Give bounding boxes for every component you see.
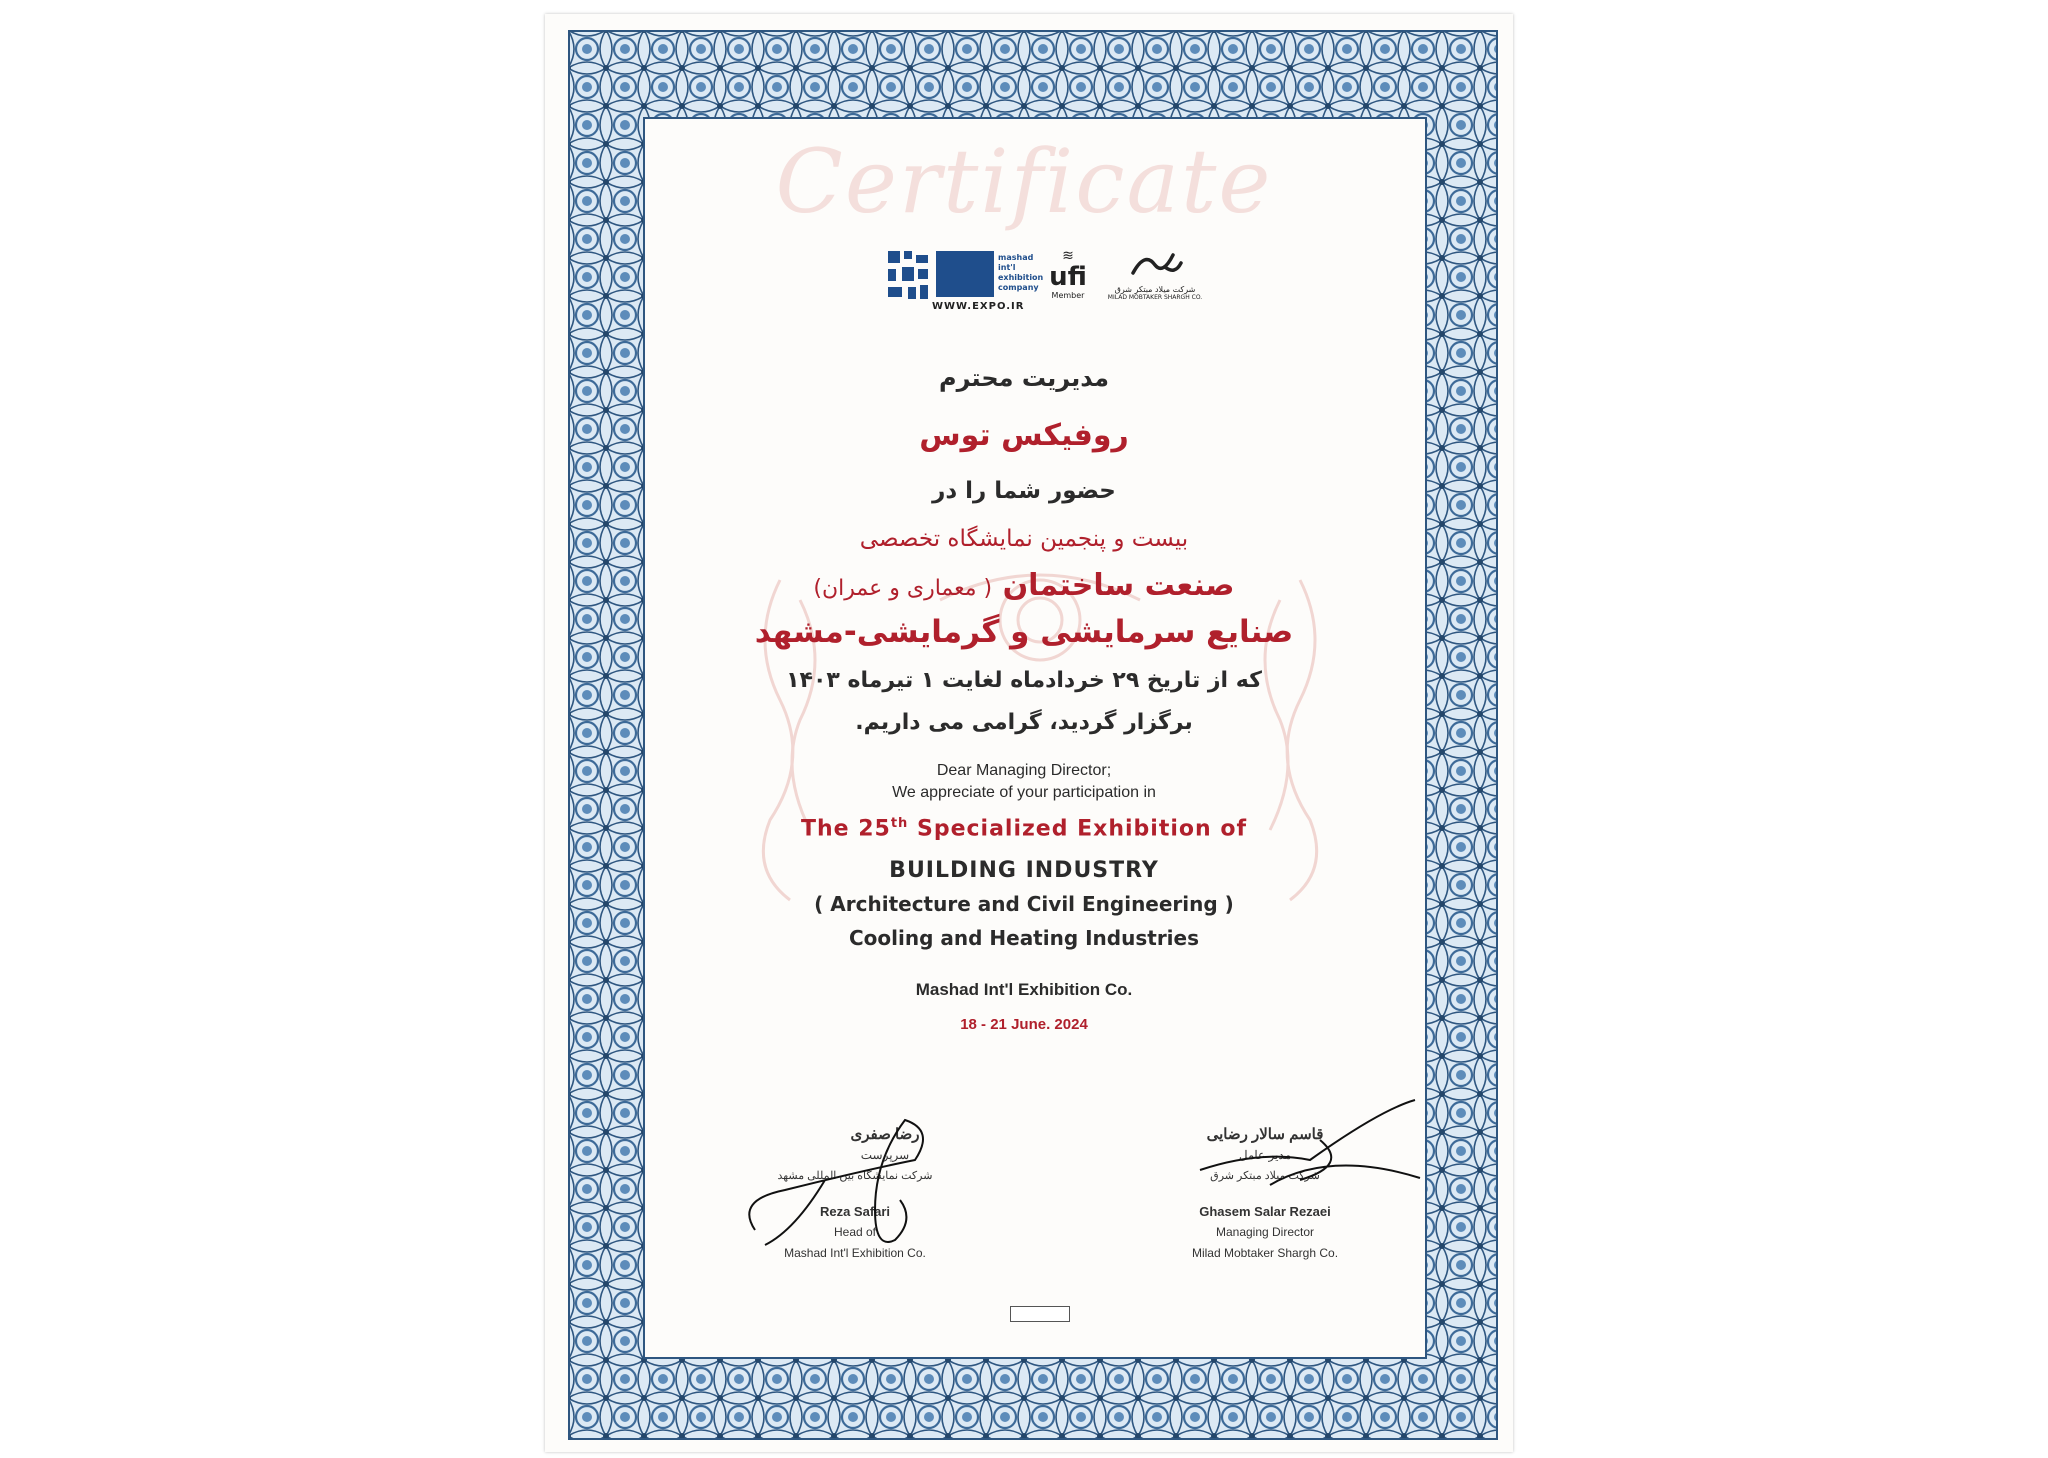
print-stamp [1010, 1306, 1070, 1322]
signer-left-name-en: Reza Safari [819, 1204, 891, 1219]
signer-right-title-en: Managing Director [1215, 1225, 1315, 1239]
milad-logo-calligraphy-icon [1125, 245, 1185, 281]
industry-sub-en: ( Architecture and Civil Engineering ) [814, 892, 1234, 916]
milad-name-fa: شرکت میلاد مبتکر شرق [1114, 285, 1196, 294]
signer-right-org-en: Milad Mobtaker Shargh Co. [1191, 1246, 1339, 1260]
ufi-wave-icon: ≋ [1062, 248, 1074, 264]
milad-name-en: MILAD MOBTAKER SHARGH CO. [1107, 294, 1203, 301]
expo-logo [888, 251, 1044, 312]
signature-left-stroke-icon [725, 1090, 945, 1260]
exhibition-title-en [0, 816, 2048, 841]
industry-line2-en: Cooling and Heating Industries [848, 926, 1200, 950]
closing-fa: برگزار گردید، گرامی می داریم. [855, 710, 1193, 735]
industry-line2-fa: صنایع سرمایشی و گرمایشی-مشهد [754, 614, 1294, 650]
certificate-watermark: Certificate [775, 130, 1273, 233]
signer-right-org-fa: شرکت میلاد مبتکر شرق [1210, 1170, 1320, 1182]
signer-left-title-fa: سرپرست [860, 1148, 910, 1162]
expo-logo-text: mashad int'l exhibition company [998, 253, 1044, 292]
expo-logo-mark-icon [888, 251, 928, 299]
presence-fa: حضور شما را در [932, 478, 1116, 504]
exhibition-prefix-en: The 25 [800, 816, 891, 842]
industry-sub-fa: ( معماری و عمران) [813, 576, 993, 601]
logos-row [0, 243, 2048, 323]
expo-url: WWW.EXPO.IR [932, 301, 1025, 312]
signer-right-title-fa: مدیر عامل [1238, 1148, 1292, 1162]
ufi-logo [1048, 249, 1088, 313]
company-name-fa: روفیکس توس [919, 418, 1129, 453]
exhibition-line-fa: بیست و پنجمین نمایشگاه تخصصی [859, 526, 1189, 552]
signature-right-stroke-icon [1180, 1090, 1440, 1200]
industry-fa [0, 568, 2048, 603]
exhibition-suffix-en: Specialized Exhibition of [908, 816, 1248, 842]
expo-logo-box [936, 251, 994, 297]
salutation-fa: مدیریت محترم [939, 364, 1109, 392]
signer-left-org-en: Mashad Int'l Exhibition Co. [784, 1246, 926, 1260]
dear-en: Dear Managing Director; [936, 762, 1112, 779]
signer-right-name-fa: قاسم سالار رضایی [1206, 1126, 1324, 1143]
signer-left-name-fa: رضا صفری [850, 1126, 920, 1143]
ufi-member: Member [1051, 291, 1085, 300]
organizer-en: Mashad Int'l Exhibition Co. [915, 980, 1133, 999]
exhibition-sup-en: th [890, 816, 909, 831]
dates-fa: که از تاریخ ۲۹ خردادماه لغایت ۱ تیرماه ۱۴۰۳ [786, 668, 1262, 693]
signer-right-name-en: Ghasem Salar Rezaei [1199, 1204, 1331, 1219]
milad-logo [1100, 245, 1210, 315]
industry-name-fa: صنعت ساختمان [1002, 568, 1235, 603]
appreciate-en: We appreciate of your participation in [892, 784, 1156, 801]
dates-en: 18 - 21 June. 2024 [960, 1016, 1088, 1033]
ufi-text: ufi [1049, 262, 1087, 292]
signer-left-org-fa: شرکت نمایشگاه بین المللی مشهد [777, 1170, 933, 1182]
industry-en: BUILDING INDUSTRY [889, 858, 1159, 883]
signer-left-title-en: Head of [833, 1225, 877, 1239]
